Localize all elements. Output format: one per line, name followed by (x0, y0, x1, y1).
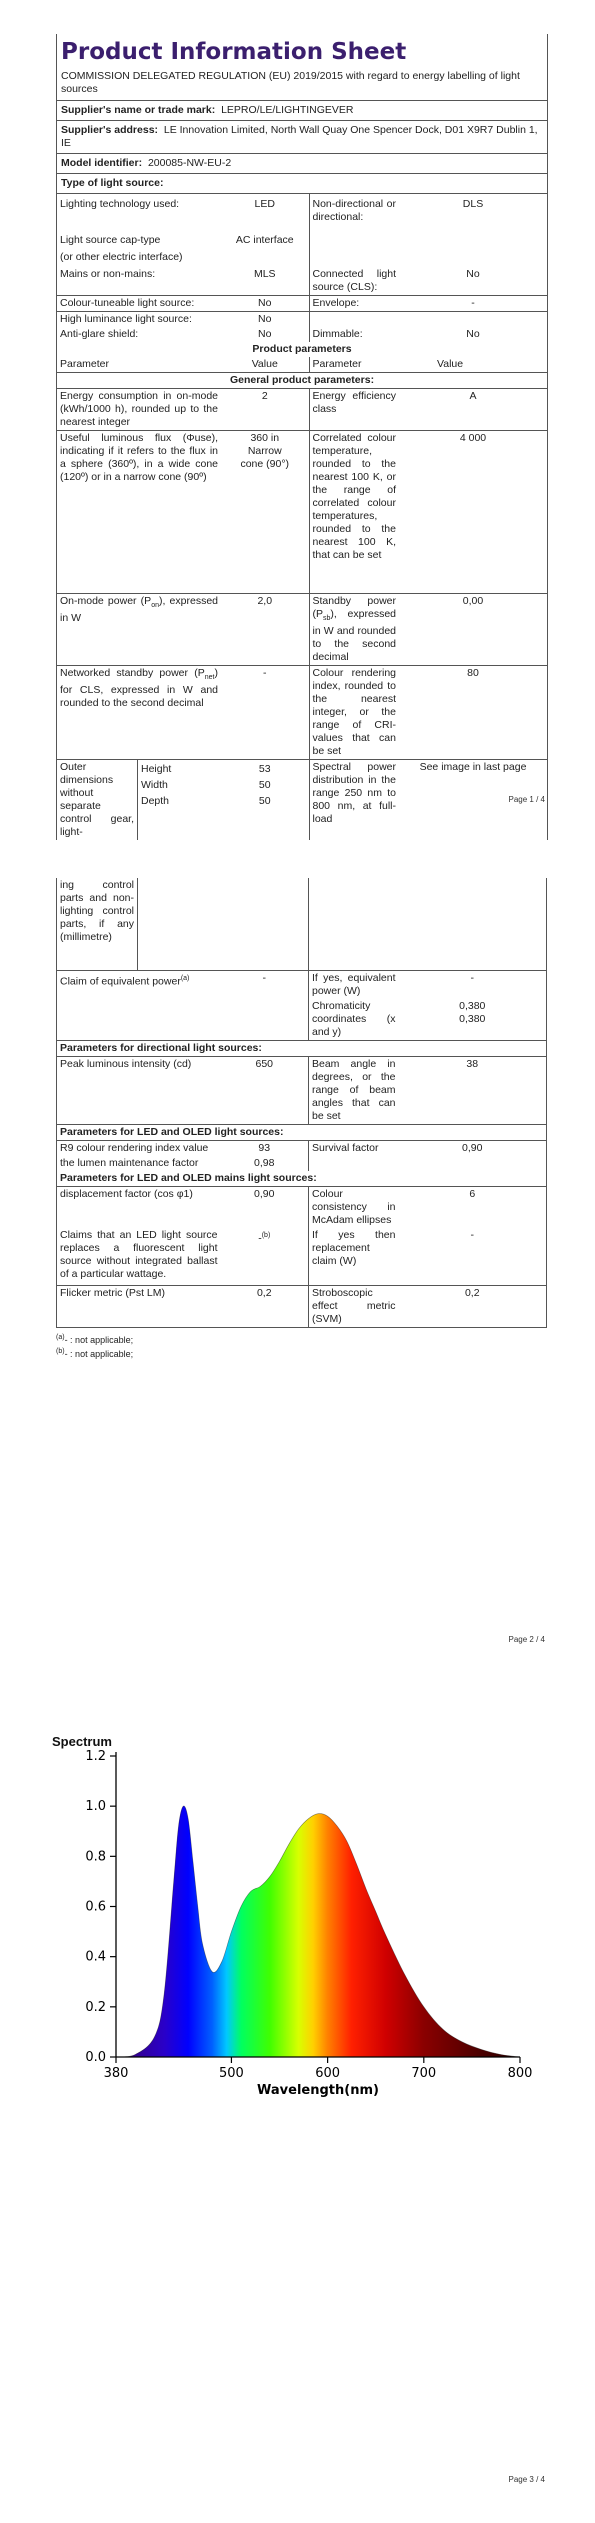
chart-title: Spectrum (52, 1734, 112, 1749)
equiv-w-label: If yes, equivalent power (W) (309, 971, 399, 1000)
dimmable-value: No (466, 328, 480, 340)
model-label: Model identifier: (61, 157, 143, 169)
y-tick-label: 0.0 (85, 2050, 106, 2065)
energy-row (57, 389, 547, 431)
y-tick-label: 1.2 (85, 1749, 106, 1764)
mains-label: Mains or non-mains: (60, 268, 156, 280)
page-1 (0, 0, 595, 840)
spd-value: See image in last page (419, 761, 527, 774)
parameters-table-continued (56, 878, 547, 1328)
macadam-label: Colour consistency in McAdam ellipses (309, 1187, 399, 1229)
tech-row (57, 194, 547, 226)
page-number-3: Page 3 / 4 (508, 2475, 545, 2484)
equiv-row (57, 971, 547, 1000)
supplier-name-row (57, 101, 547, 121)
pnet-label-b: ) for CLS, expressed in W and rounded to the second decimal (60, 667, 218, 710)
chroma-y: 0,380 (459, 1013, 486, 1025)
claim-row (57, 1228, 547, 1286)
pon-label-a: On-mode power (P (60, 595, 152, 607)
psb-value: 0,00 (462, 595, 484, 607)
col-param-2: Parameter (309, 357, 399, 373)
energy-label: Energy consumption in on-mode (kWh/1000 h), rounded up to the nearest integer (60, 390, 218, 428)
claim-label: Claims that an LED light source replaces a fluorescent light source without integrated ballast of a particular wattage. (60, 1229, 218, 1280)
glare-label: Anti-glare shield: (60, 328, 139, 340)
tune-value: No (258, 297, 272, 309)
height-value: 53 (258, 763, 271, 776)
footnote-a (56, 1332, 546, 1346)
height-label: Height (141, 763, 172, 776)
params-cols-row (57, 357, 547, 373)
dims-label: Outer dimensions without separate control gear, light- (60, 761, 134, 839)
supplier-name-label: Supplier's name or trade mark: (61, 104, 216, 116)
disp-row (57, 1187, 547, 1229)
flicker-value: 0,2 (256, 1287, 272, 1299)
led-heading-row (57, 1125, 547, 1141)
dimmable-label: Dimmable: (309, 327, 399, 342)
led-heading: Parameters for LED and OLED light sources: (60, 1126, 284, 1138)
replacement-label: If yes then replacement claim (W) (309, 1228, 399, 1286)
lm-label: the lumen maintenance factor (60, 1157, 199, 1169)
envelope-value: - (471, 297, 475, 309)
dims-label-continued: ing control parts and non-lighting control parts, if any (millimetre) (60, 879, 134, 943)
page-number-2: Page 2 / 4 (508, 1635, 545, 1644)
model-row (57, 154, 547, 174)
beam-label: Beam angle in degrees, or the range of beam angles that can be set (309, 1057, 399, 1125)
flux-row (57, 431, 547, 594)
supplier-address-row (57, 121, 547, 154)
type-heading-row (57, 174, 547, 194)
dimensions-row (57, 760, 547, 841)
x-axis-label: Wavelength(nm) (257, 2083, 379, 2098)
replacement-value: - (470, 1229, 474, 1241)
mains-heading-row (57, 1171, 547, 1187)
psb-label-b: ), expressed in W and rounded to the second decimal (312, 608, 396, 664)
y-tick-label: 1.0 (85, 1799, 106, 1815)
flicker-label: Flicker metric (Pst LM) (60, 1287, 165, 1299)
params-heading-row (57, 342, 547, 357)
svm-value: 0,2 (464, 1287, 480, 1299)
nondir-value: DLS (462, 198, 484, 210)
r9-label: R9 colour rendering index value (60, 1142, 209, 1154)
width-value: 50 (258, 779, 271, 792)
cap-label-2: (or other electric interface) (60, 251, 183, 263)
flicker-row (57, 1286, 547, 1328)
network-row (57, 666, 547, 760)
width-label: Width (141, 779, 168, 792)
depth-value: 50 (258, 795, 271, 808)
cri-value: 80 (467, 667, 479, 680)
envelope-label: Envelope: (309, 296, 399, 312)
equiv-w-value: - (470, 972, 474, 984)
equiv-value: - (262, 972, 266, 984)
cap-value: AC interface (235, 234, 294, 246)
general-heading: General product parameters: (229, 374, 375, 386)
footnote-b-mark: (b) (56, 1348, 65, 1355)
document-frame-2 (56, 878, 546, 1360)
cls-value: No (466, 268, 480, 280)
hl-label: High luminance light source: (60, 313, 192, 325)
x-tick-label: 500 (219, 2066, 244, 2081)
y-tick-label: 0.2 (85, 1999, 106, 2015)
glare-row (57, 327, 547, 342)
x-tick-label: 800 (507, 2066, 533, 2081)
psb-label-a: Standby power (P (312, 595, 396, 620)
energy-value: 2 (261, 390, 268, 402)
model-identifier: 200085-NW-EU-2 (147, 157, 232, 169)
claim-value: - (258, 1232, 262, 1245)
tech-value: LED (254, 198, 275, 210)
cap-row (57, 225, 547, 265)
pnet-label-a: Networked standby power (P (60, 667, 205, 680)
glare-value: No (258, 328, 272, 340)
cls-label: Connected light source (CLS): (309, 265, 399, 296)
spd-label: Spectral power distribution in the range 250 nm to 800 nm, at full-load (309, 760, 399, 841)
y-tick-label: 0.4 (85, 1949, 106, 1965)
footnote-a-text: - : not applicable; (64, 1335, 134, 1345)
x-tick-label: 380 (103, 2066, 129, 2081)
chroma-row (57, 999, 547, 1041)
tech-label: Lighting technology used: (60, 198, 180, 210)
document-frame (56, 34, 548, 841)
hl-row (57, 312, 547, 328)
eec-label: Energy efficiency class (309, 389, 399, 431)
cap-label: Light source cap-type (60, 234, 161, 246)
col-value-2: Value (437, 358, 464, 370)
peak-value: 650 (255, 1058, 274, 1070)
supplier-name: LEPRO/LE/LIGHTINGEVER (221, 104, 354, 116)
hl-value: No (258, 313, 272, 325)
tune-label: Colour-tuneable light source: (60, 297, 195, 309)
col-param-1: Parameter (60, 358, 110, 370)
page-number-1: Page 1 / 4 (508, 795, 545, 804)
pon-sub: on (151, 602, 159, 610)
survival-value: 0,90 (462, 1142, 483, 1154)
general-heading-row (57, 373, 547, 389)
footnote-a-mark: (a) (56, 1334, 65, 1341)
equiv-label: Claim of equivalent power (60, 975, 181, 988)
footnote-b (56, 1346, 546, 1360)
supplier-table (57, 100, 547, 841)
regulation-subtitle: COMMISSION DELEGATED REGULATION (EU) 2019/2015 with regard to energy labelling of light sources (61, 70, 520, 95)
nondir-label: Non-directional or directional: (309, 194, 399, 226)
peak-label: Peak luminous intensity (cd) (60, 1058, 192, 1070)
dir-heading: Parameters for directional light sources: (60, 1042, 262, 1054)
y-tick-label: 0.6 (85, 1899, 106, 1915)
chroma-x: 0,380 (459, 1000, 486, 1012)
dims-continued-row (57, 878, 547, 971)
supplier-address: LE Innovation Limited, North Wall Quay One Spencer Dock, D01 X9R7 Dublin 1, IE (61, 124, 538, 149)
cct-value: 4 000 (459, 432, 487, 444)
params-heading: Product parameters (252, 343, 352, 355)
disp-value: 0,90 (254, 1188, 275, 1200)
cri-label: Colour rendering index, rounded to the nearest integer, or the range of CRI-values that can be set (309, 666, 399, 760)
pon-label-b: ), expressed in W (60, 595, 218, 625)
equiv-sup: (a) (180, 975, 190, 982)
x-tick-label: 700 (411, 2066, 437, 2081)
r9-value: 93 (258, 1142, 271, 1154)
pon-value: 2,0 (257, 595, 273, 607)
lm-row (57, 1156, 547, 1171)
supplier-address-label: Supplier's address: (61, 124, 159, 136)
flux-label: Useful luminous flux (Φuse), indicating if it refers to the flux in a sphere (360º), in a wide cone (120º) or in a narrow cone (90º) (60, 432, 218, 483)
beam-value: 38 (466, 1058, 479, 1070)
dir-heading-row (57, 1041, 547, 1057)
page-2 (0, 840, 595, 1680)
r9-row (57, 1141, 547, 1157)
pnet-value: - (263, 667, 267, 680)
disp-label: displacement factor (cos φ1) (60, 1188, 193, 1200)
mains-value: MLS (253, 268, 276, 280)
document-title: Product Information Sheet (61, 39, 407, 65)
depth-label: Depth (141, 795, 170, 808)
cct-label: Correlated colour temperature, rounded to the nearest 100 K, or the range of correlated colour temperatures, rounded to the nearest 100 K, that can be set (309, 431, 399, 594)
svm-label: Stroboscopic effect metric (SVM) (309, 1286, 399, 1328)
power-row (57, 594, 547, 666)
col-value-1: Value (251, 358, 278, 370)
spectrum-chart (0, 1720, 595, 2120)
page-3 (0, 1680, 595, 2523)
y-tick-label: 0.8 (85, 1849, 106, 1865)
mains-row (57, 265, 547, 296)
flux-value: 360 in Narrow cone (90°) (240, 432, 290, 470)
psb-sub: sb (323, 615, 331, 623)
mains-heading: Parameters for LED and OLED mains light sources: (60, 1172, 317, 1184)
survival-label: Survival factor (309, 1141, 399, 1157)
eec-value: A (469, 390, 477, 402)
peak-row (57, 1057, 547, 1125)
lm-value: 0,98 (254, 1157, 275, 1169)
footnote-b-text: - : not applicable; (64, 1349, 134, 1359)
claim-sup: (b) (261, 1232, 271, 1239)
pnet-sub: net (204, 674, 215, 682)
type-heading: Type of light source: (61, 177, 164, 189)
chroma-label: Chromaticity coordinates (x and y) (309, 999, 399, 1041)
x-tick-label: 600 (315, 2066, 341, 2081)
macadam-value: 6 (469, 1188, 476, 1200)
tune-row (57, 296, 547, 312)
